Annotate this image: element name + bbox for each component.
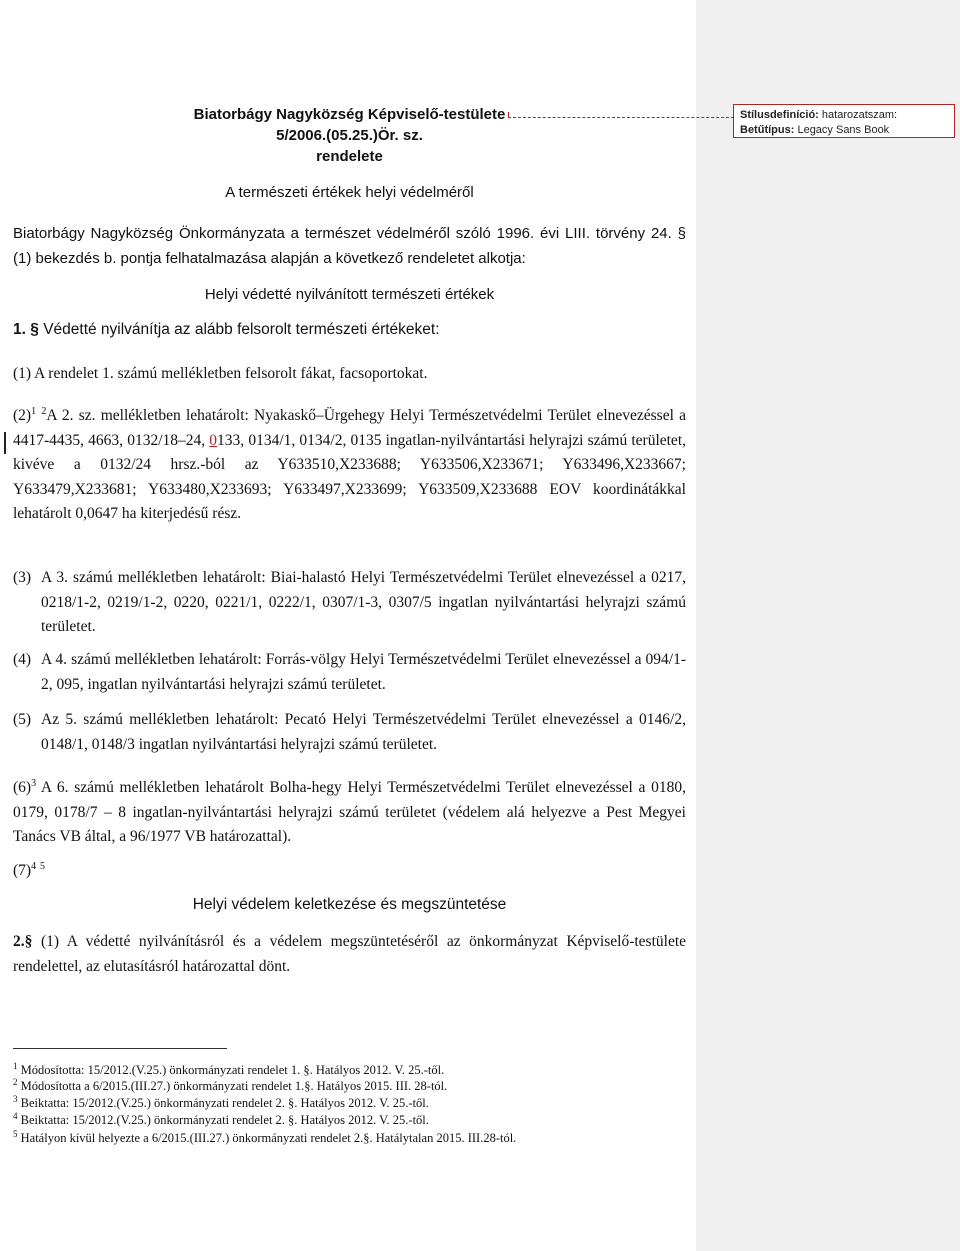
footnote-ref-3[interactable]: 3 [31, 778, 37, 789]
paragraph-1-number: 1. [13, 321, 26, 338]
item-2 [13, 400, 686, 527]
item-5-text: Az 5. számú mellékletben lehatárolt: Pecató Helyi Természetvédelmi Terület elnevezéssel a 0146/2, 0148/1, 0148/3 ingatlan nyilvántartási helyrajzi számú területet. [41, 711, 686, 753]
item-1: (1) A rendelet 1. számú mellékletben felsorolt fákat, facsoportokat. [13, 365, 428, 382]
footnote-5-number: 5 [13, 1129, 18, 1139]
comment-value-style: hatarozatszam: [821, 109, 898, 121]
comment-value-font: Legacy Sans Book [797, 124, 890, 136]
item-4-text: A 4. számú mellékletben lehatárolt: Forrás-völgy Helyi Természetvédelmi Terület elnevezéssel a 094/1-2, 095, ingatlan nyilvántartási helyrajzi számú területet. [41, 651, 686, 693]
paragraph-2-number: 2. [13, 933, 25, 950]
markup-margin-pane [696, 0, 960, 1251]
comment-label-style: Stílusdefiníció: [740, 109, 819, 121]
item-2-number: (2) [13, 407, 32, 425]
section-2-heading: Helyi védelem keletkezése és megszüntetése [192, 896, 507, 913]
footnote-2-number: 2 [13, 1077, 18, 1087]
item-4-number: (4) [13, 651, 32, 668]
paragraph-2 [13, 930, 686, 979]
document-subtitle: A természeti értékek helyi védelméről [225, 184, 474, 201]
item-2-text-cont: 133, 0134/1, 0134/2, 0135 ingatlan-nyilvántartási helyrajzi számú területet, kivéve a 0132/24 hrsz.-ból az Y633510,X233688; Y633506,X233671; Y633496,X233667; Y633479,X233681; Y633480,X233693; Y633497,X233699; Y633509,X233688 EOV koordinátákkal lehatárolt 0,0647 ha kiterjedésű rész. [13, 431, 686, 523]
footnote-3-text: Beiktatta: 15/2012.(V.25.) önkormányzati rendelet 2. §. Hatályos 2012. V. 25.-től. [20, 1096, 429, 1111]
paragraph-1 [13, 318, 440, 343]
item-6 [13, 772, 686, 850]
footnote-4-text: Beiktatta: 15/2012.(V.25.) önkormányzati rendelet 2. §. Hatályos 2012. V. 25.-től. [20, 1113, 429, 1128]
comment-label-font: Betűtípus: [740, 124, 795, 136]
intro-paragraph: Biatorbágy Nagyközség Önkormányzata a természet védelméről szóló 1996. évi LIII. törvény 24. § (1) bekezdés b. pontja felhatalmazása alapján a következő rendeletet alkotja: [13, 225, 686, 267]
footnote-5 [13, 1126, 516, 1146]
footnote-ref-4[interactable]: 4 [31, 861, 37, 872]
footnote-ref-2[interactable]: 2 [41, 406, 47, 417]
footnote-3-number: 3 [13, 1094, 18, 1104]
footnote-5-text: Hatályon kívül helyezte a 6/2015.(III.27.) önkormányzati rendelet 2.§. Hatálytalan 2015. III.28-tól. [20, 1131, 517, 1146]
header-line-2: 5/2006.(05.25.)Ör. sz. [276, 127, 423, 144]
header-line-3: rendelete [316, 148, 383, 165]
footnote-separator [13, 1048, 227, 1049]
section-1-heading: Helyi védetté nyilvánított természeti értékek [204, 286, 495, 303]
section-symbol: § [30, 321, 39, 338]
item-6-number: (6) [13, 779, 32, 797]
tracked-change-mark: 0 [209, 431, 218, 449]
footnote-4-number: 4 [13, 1111, 18, 1121]
comment-connector-line [508, 117, 734, 119]
item-5-number: (5) [13, 711, 32, 728]
item-7 [13, 855, 45, 884]
change-bar [4, 432, 6, 454]
item-3-number: (3) [13, 569, 32, 586]
paragraph-2-text: (1) A védetté nyilvánításról és a védelem megszüntetéséről az önkormányzat Képviselő-testülete rendelettel, az elutasításról határozattal dönt. [13, 933, 687, 975]
formatting-comment-balloon[interactable] [733, 104, 955, 138]
item-6-text: A 6. számú mellékletben lehatárolt Bolha-hegy Helyi Természetvédelmi Terület elnevezéssel a 0180, 0179, 0178/7 – 8 ingatlan-nyilvántartási helyrajzi számú területet (védelem alá helyezve a Pest Megyei Tanács VB által, a 96/1977 VB határozattal). [13, 779, 686, 846]
item-3-text: A 3. számú mellékletben lehatárolt: Biai-halastó Helyi Természetvédelmi Terület elnevezéssel a 0217, 0218/1-2, 0219/1-2, 0220, 0221/1, 0222/1, 0307/1-3, 0307/5 ingatlan nyilvántartási helyrajzi számú területet. [41, 569, 686, 635]
footnote-ref-1[interactable]: 1 [31, 406, 37, 417]
footnote-2-text: Módosította a 6/2015.(III.27.) önkormányzati rendelet 1.§. Hatályos 2015. III. 28-tól. [20, 1079, 448, 1094]
item-2-text: A 2. sz. mellékletben lehatárolt: Nyakaskő–Ürgehegy Helyi Természetvédelmi Terület elnevezéssel a 4417-4435, 4663, 0132/18–24, [13, 407, 686, 449]
footnote-1-number: 1 [13, 1061, 18, 1071]
header-line-1: Biatorbágy Nagyközség Képviselő-testülete [193, 106, 506, 123]
footnote-ref-5[interactable]: 5 [39, 861, 45, 872]
footnote-1-text: Módosította: 15/2012.(V.25.) önkormányzati rendelet 1. §. Hatályos 2012. V. 25.-től. [20, 1063, 445, 1078]
section-symbol-2: § [24, 933, 33, 950]
paragraph-1-text: Védetté nyilvánítja az alább felsorolt természeti értékeket: [43, 321, 440, 338]
item-7-number: (7) [13, 862, 32, 880]
